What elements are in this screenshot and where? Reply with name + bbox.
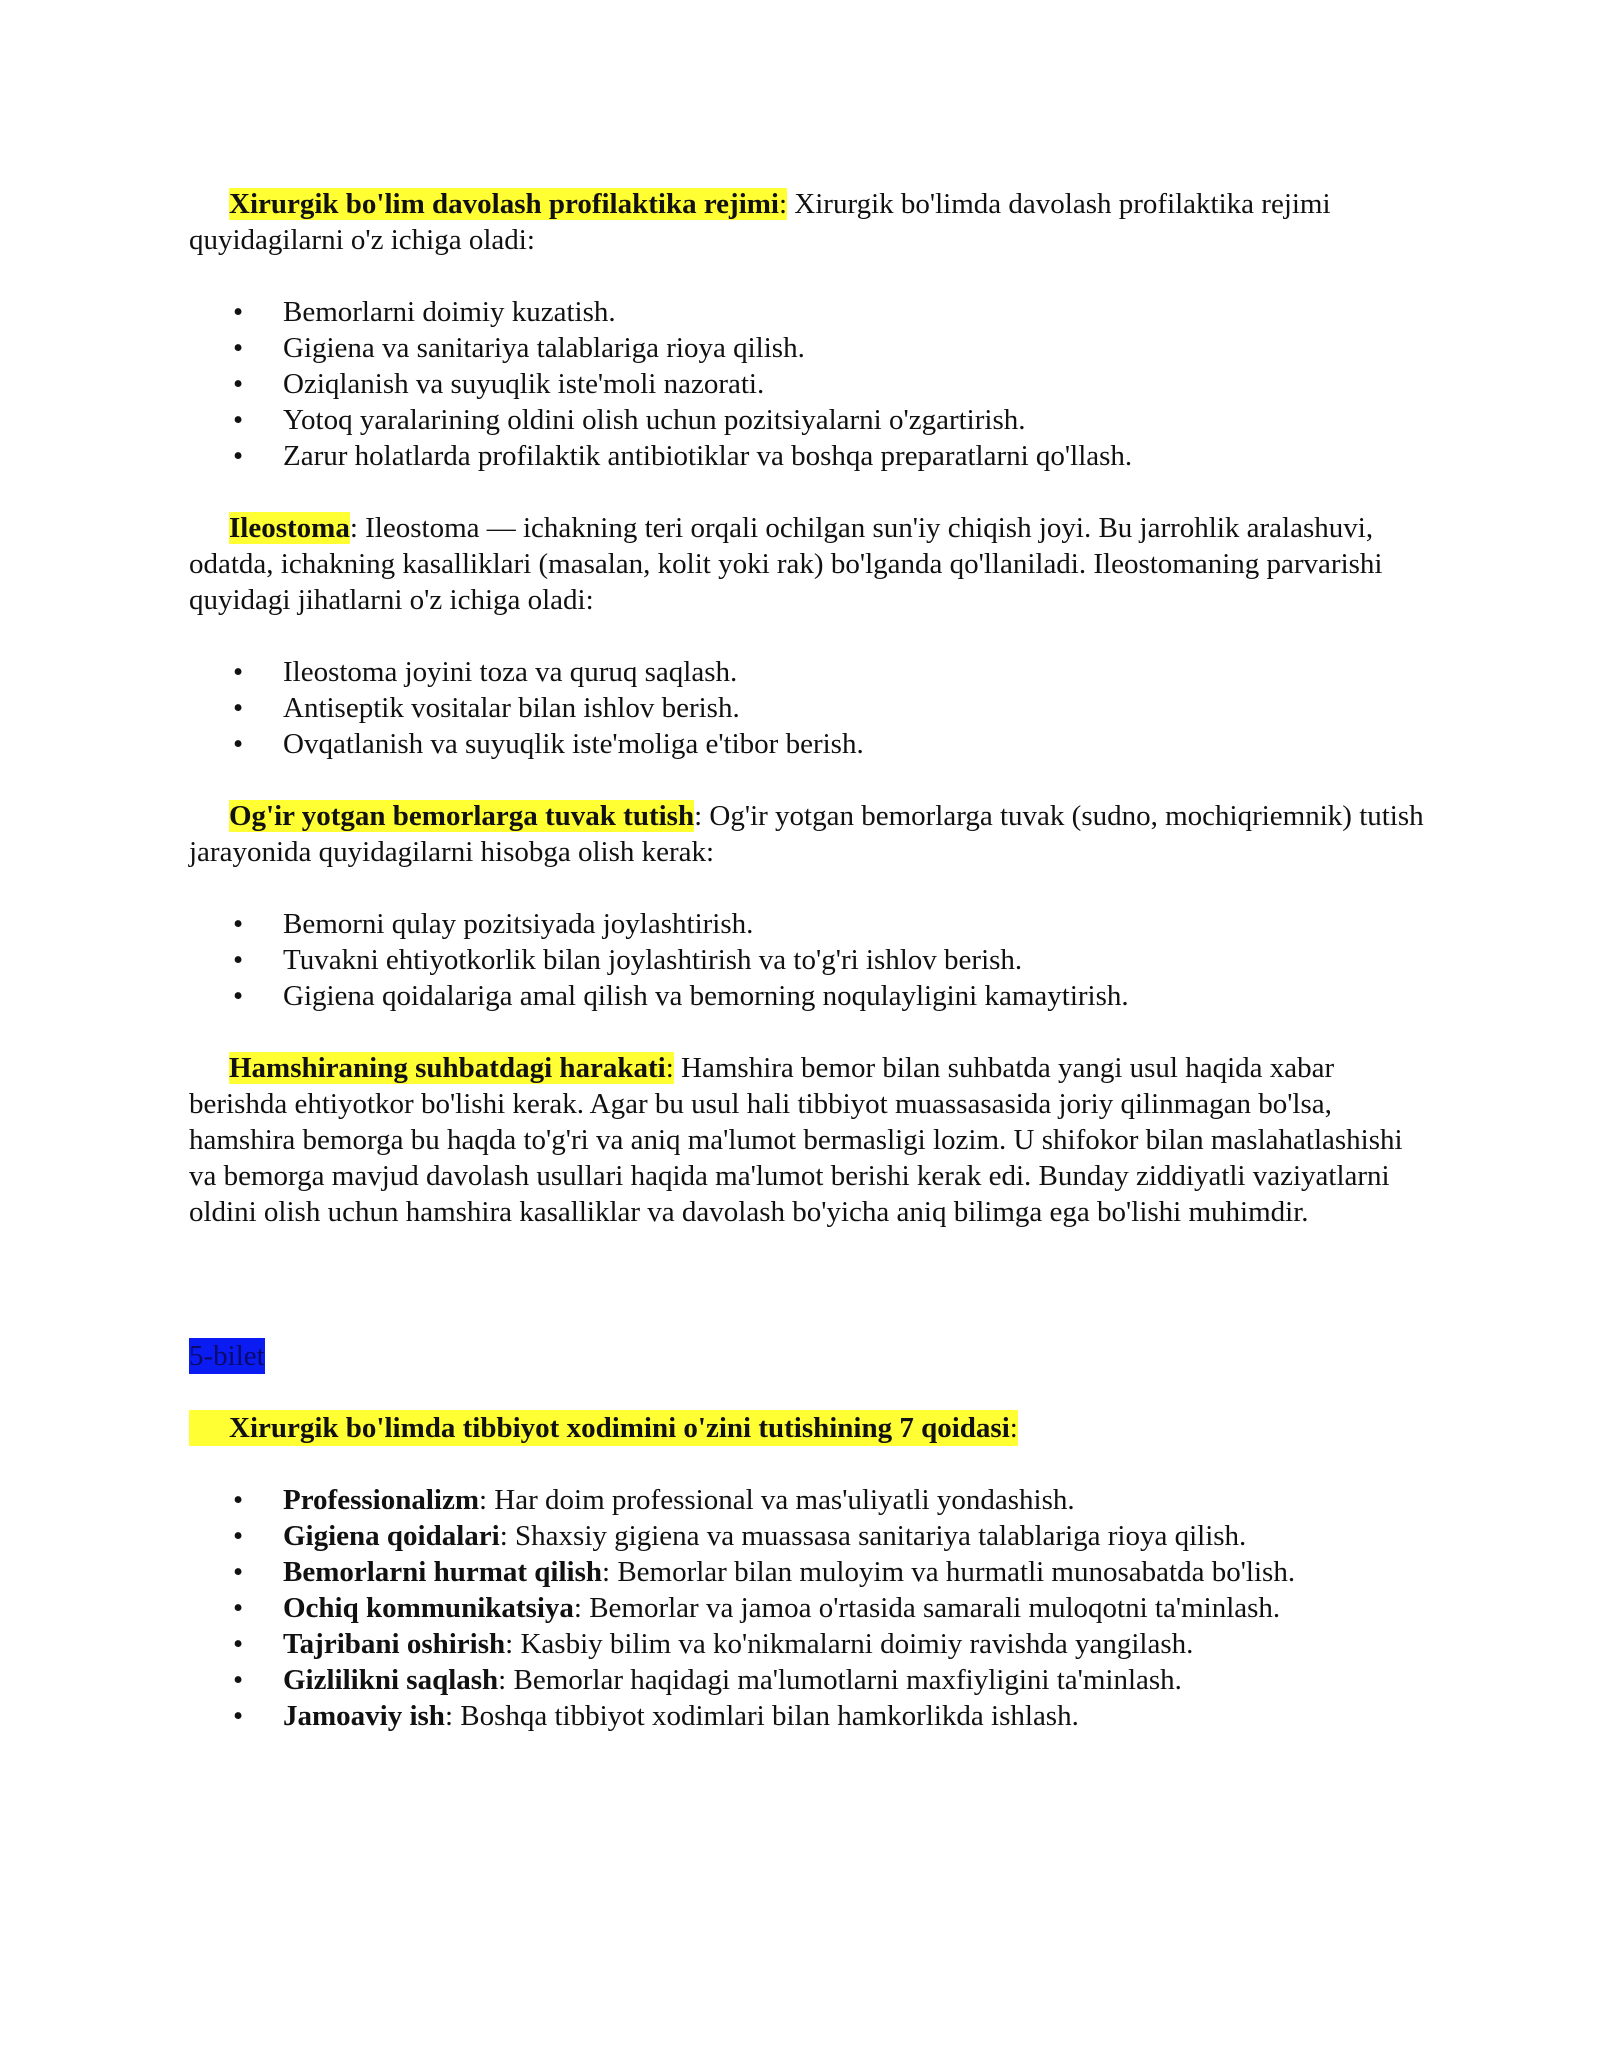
heading-bedpan: Og'ir yotgan bemorlarga tuvak tutish xyxy=(229,800,695,832)
bullet-icon: • xyxy=(233,692,244,724)
bullet-icon: • xyxy=(233,908,244,940)
bullet-icon: • xyxy=(233,368,244,400)
rules-heading-line xyxy=(189,1410,1429,1446)
bullet-icon: • xyxy=(233,1664,244,1696)
bullet-icon: • xyxy=(233,1628,244,1660)
list-item: • Gigiena qoidalariga amal qilish va bemorning noqulayligini kamaytirish. xyxy=(233,980,1129,1012)
list-item: • Tuvakni ehtiyotkorlik bilan joylashtirish va to'g'ri ishlov berish. xyxy=(233,944,1023,976)
list-item: • Bemorni qulay pozitsiyada joylashtirish. xyxy=(233,908,754,940)
heading-ileostoma: Ileostoma xyxy=(229,512,350,544)
paragraph-ileostoma xyxy=(189,510,1429,618)
list-item: • Zarur holatlarda profilaktik antibiotiklar va boshqa preparatlarni qo'llash. xyxy=(233,440,1133,472)
paragraph-regime-text: Xirurgik bo'limda davolash profilaktika rejimi quyidagilarni o'z ichiga oladi: xyxy=(189,188,1331,256)
paragraph-bedpan xyxy=(189,798,1429,870)
list-item: • Ovqatlanish va suyuqlik iste'moliga e'tibor berish. xyxy=(233,728,864,760)
paragraph-ileostoma-text: : Ileostoma — ichakning teri orqali ochilgan sun'iy chiqish joyi. Bu jarrohlik aralashuvi, odatda, ichakning kasalliklari (masalan, kolit yoki rak) bo'lganda qo'llaniladi. Ileostomaning parvarishi quyidagi jihatlarni o'z ichiga oladi: xyxy=(189,512,1383,616)
bullet-icon: • xyxy=(233,404,244,436)
bullet-list-bedpan xyxy=(189,906,1429,1014)
heading-nurse-conversation: Hamshiraning suhbatdagi harakati xyxy=(229,1052,666,1084)
blank-line xyxy=(189,1374,1429,1410)
list-item: • Gigiena qoidalari: Shaxsiy gigiena va muassasa sanitariya talablariga rioya qilish. xyxy=(233,1520,1247,1552)
list-item: • Tajribani oshirish: Kasbiy bilim va ko'nikmalarni doimiy ravishda yangilash. xyxy=(233,1628,1194,1660)
bullet-list-rules xyxy=(189,1482,1429,1734)
paragraph-nurse-text: Hamshira bemor bilan suhbatda yangi usul haqida xabar berishda ehtiyotkor bo'lishi kerak. Agar bu usul hali tibbiyot muassasasida joriy qilinmagan bo'lsa, hamshira bemorga bu haqda to'g'ri va aniq ma'lumot bermasligi lozim. U shifokor bilan maslahatlashishi va bemorga mavjud davolash usullari haqida ma'lumot berishi kerak edi. Bunday ziddiyatli vaziyatlarni oldini olish uchun hamshira kasalliklar va davolash bo'yicha aniq bilimga ega bo'lishi muhimdir. xyxy=(189,1052,1403,1228)
paragraph-bedpan-text: : Og'ir yotgan bemorlarga tuvak (sudno, mochiqriemnik) tutish jarayonida quyidagilarni hisobga olish kerak: xyxy=(189,800,1424,868)
paragraph-regime xyxy=(189,186,1429,258)
list-item: • Oziqlanish va suyuqlik iste'moli nazorati. xyxy=(233,368,765,400)
list-item: • Bemorlarni hurmat qilish: Bemorlar bilan muloyim va hurmatli munosabatda bo'lish. xyxy=(233,1556,1296,1588)
colon-highlight: : xyxy=(778,188,788,220)
bullet-icon: • xyxy=(233,1484,244,1516)
bullet-list-ileostoma xyxy=(189,654,1429,762)
list-item: • Yotoq yaralarining oldini olish uchun pozitsiyalarni o'zgartirish. xyxy=(233,404,1026,436)
bullet-icon: • xyxy=(233,1520,244,1552)
list-item: • Ileostoma joyini toza va quruq saqlash. xyxy=(233,656,738,688)
rules-heading: Xirurgik bo'limda tibbiyot xodimini o'zini tutishining 7 qoidasi: xyxy=(189,1410,1018,1446)
heading-regime: Xirurgik bo'lim davolash profilaktika rejimi xyxy=(229,188,779,220)
bullet-icon: • xyxy=(233,1700,244,1732)
bullet-icon: • xyxy=(233,1556,244,1588)
colon-highlight: : xyxy=(665,1052,674,1084)
list-item: • Bemorlarni doimiy kuzatish. xyxy=(233,296,616,328)
bullet-icon: • xyxy=(233,980,244,1012)
document-page xyxy=(189,186,1429,1770)
spacer xyxy=(189,1230,1429,1338)
list-item: • Antiseptik vositalar bilan ishlov berish. xyxy=(233,692,740,724)
list-item: • Gizlilikni saqlash: Bemorlar haqidagi ma'lumotlarni maxfiyligini ta'minlash. xyxy=(233,1664,1182,1696)
bullet-icon: • xyxy=(233,656,244,688)
list-item: • Ochiq kommunikatsiya: Bemorlar va jamoa o'rtasida samarali muloqotni ta'minlash. xyxy=(233,1592,1281,1624)
list-item: • Jamoaviy ish: Boshqa tibbiyot xodimlari bilan hamkorlikda ishlash. xyxy=(233,1700,1079,1732)
bullet-icon: • xyxy=(233,728,244,760)
bullet-icon: • xyxy=(233,332,244,364)
list-item: • Professionalizm: Har doim professional va mas'uliyatli yondashish. xyxy=(233,1484,1075,1516)
bullet-icon: • xyxy=(233,296,244,328)
bullet-icon: • xyxy=(233,1592,244,1624)
list-item: • Gigiena va sanitariya talablariga rioya qilish. xyxy=(233,332,805,364)
paragraph-nurse-conversation xyxy=(189,1050,1429,1230)
bullet-icon: • xyxy=(233,440,244,472)
bullet-icon: • xyxy=(233,944,244,976)
ticket-line xyxy=(189,1338,1429,1374)
bullet-list-regime xyxy=(189,294,1429,474)
ticket-label: 5-bilet xyxy=(189,1340,265,1372)
